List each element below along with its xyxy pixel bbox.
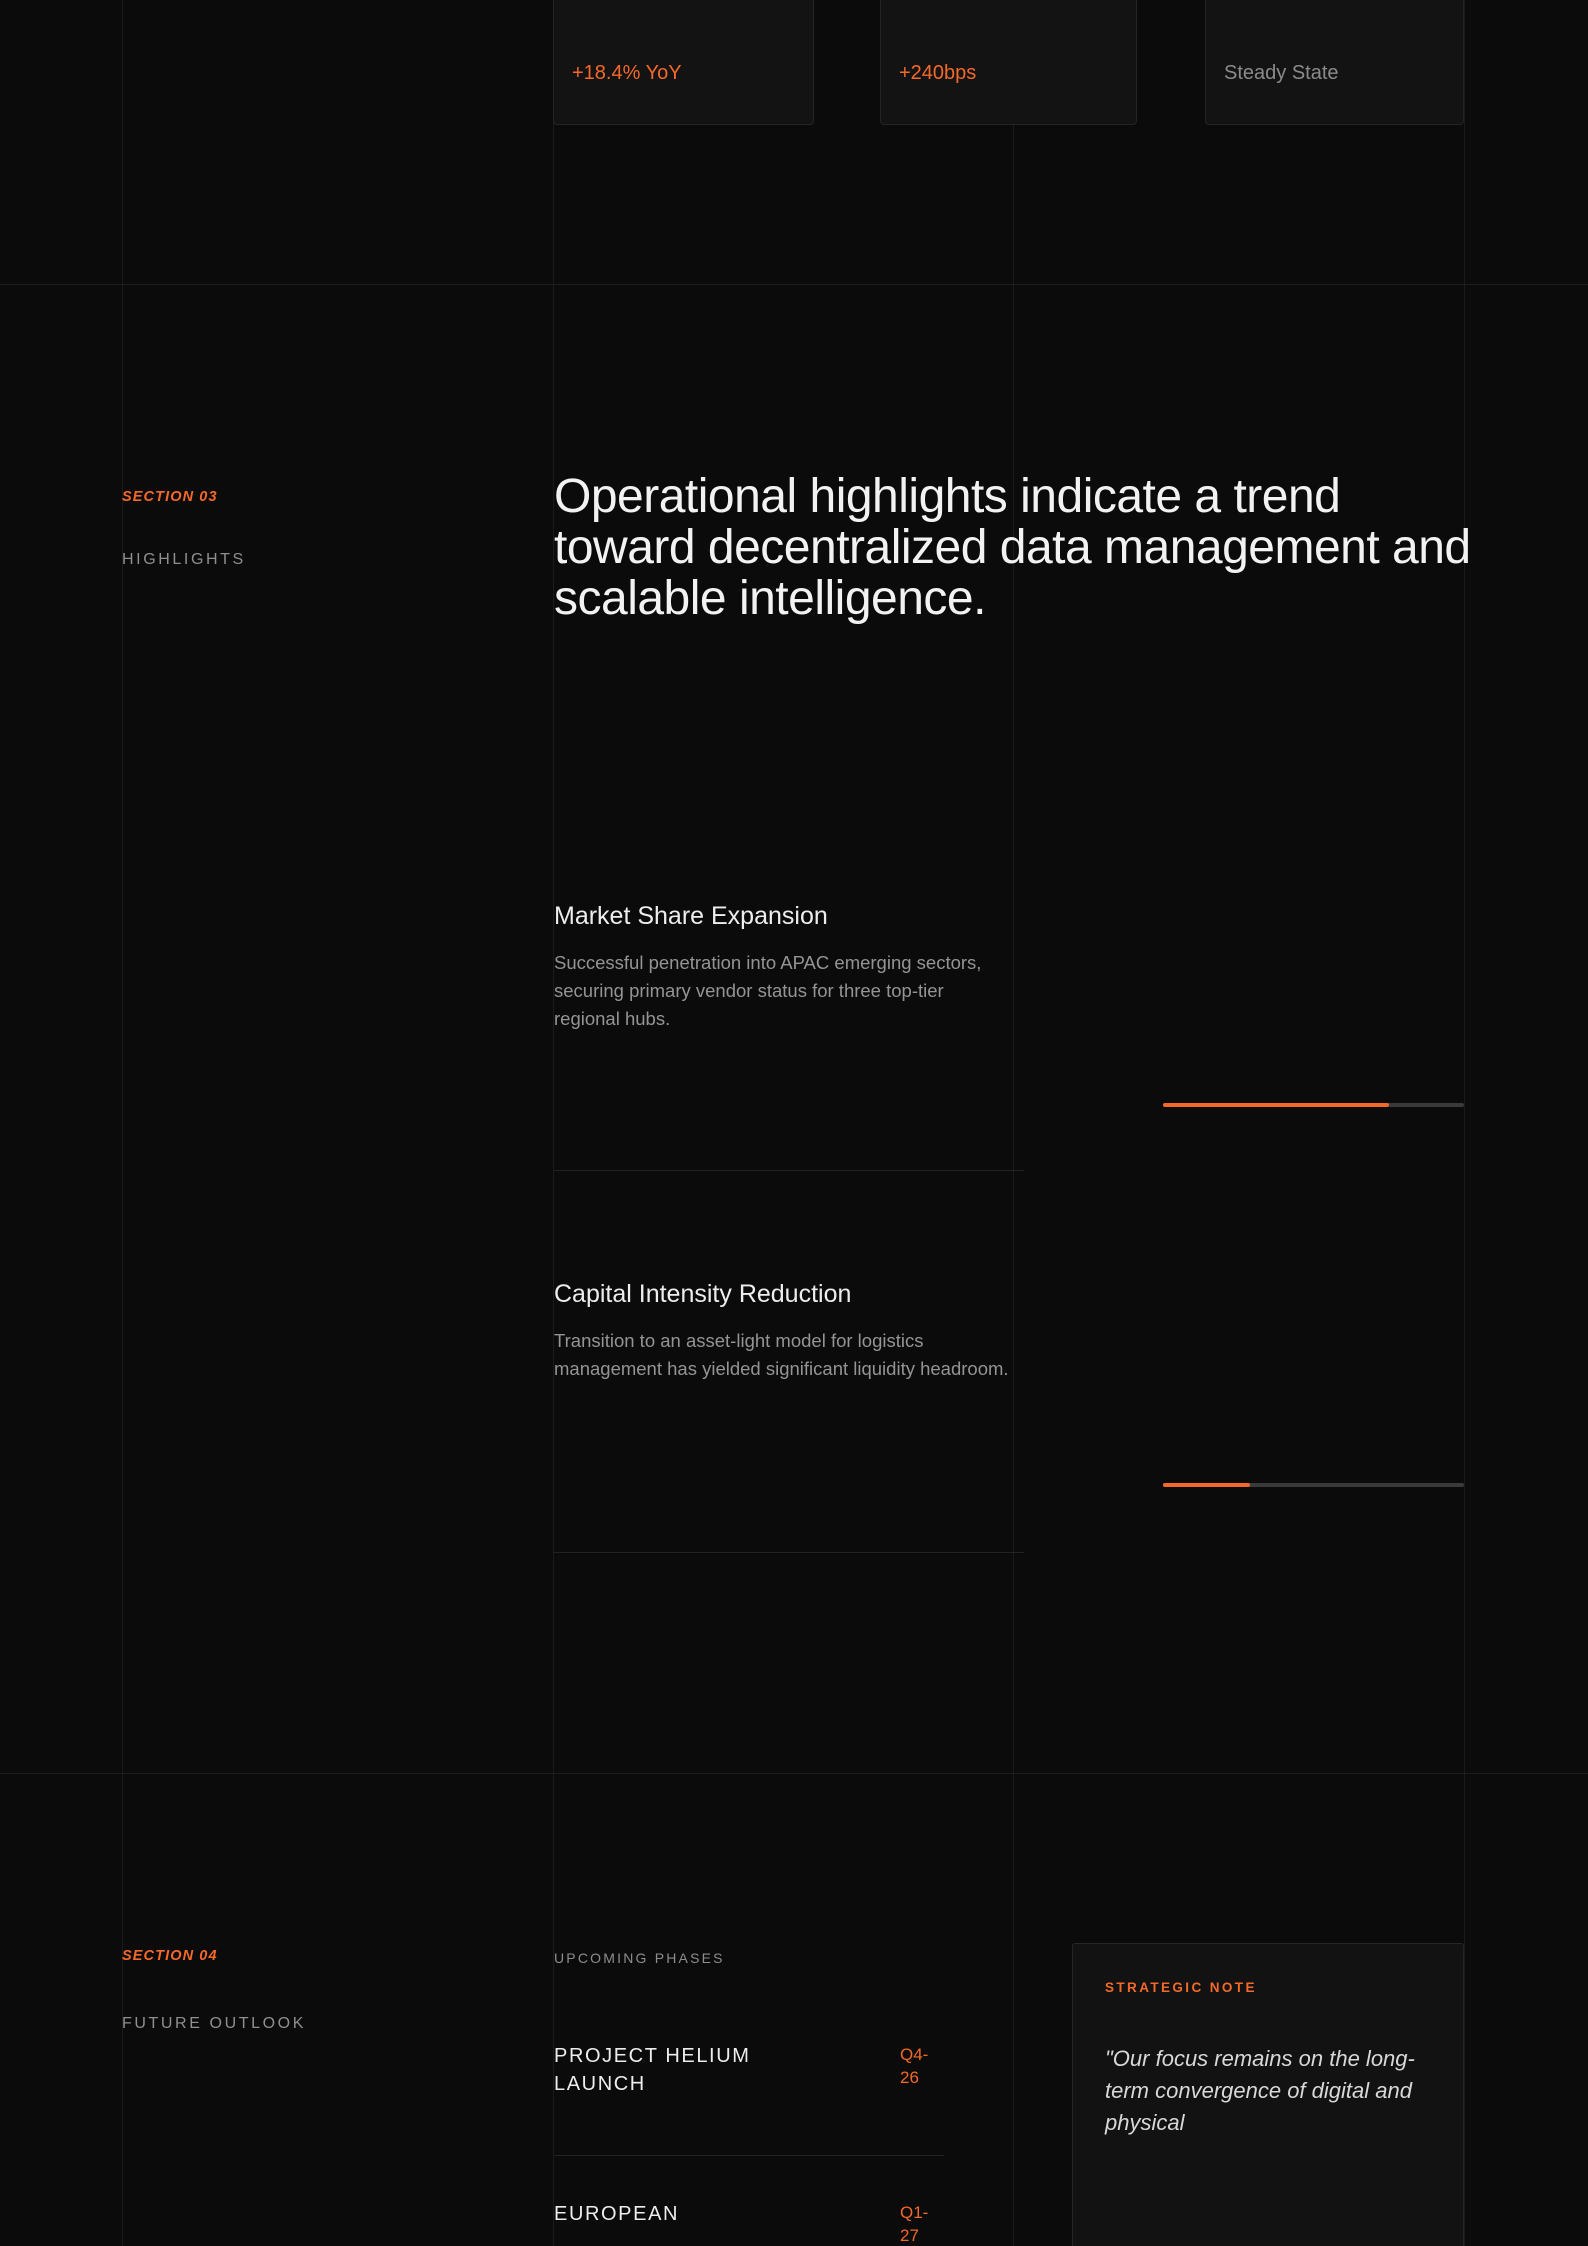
highlight-title: Capital Intensity Reduction	[554, 1280, 852, 1308]
phase-name: EUROPEAN	[554, 2203, 680, 2225]
upcoming-phases-label: UPCOMING PHASES	[554, 1950, 725, 1966]
phase-divider	[554, 2155, 944, 2156]
highlight-description: Successful penetration into APAC emerging sectors, securing primary vendor status for three top-tier regional hubs.	[554, 952, 982, 1030]
section-04-name: FUTURE OUTLOOK	[122, 2015, 306, 2032]
phase-name: PROJECT HELIUM LAUNCH	[554, 2045, 751, 2095]
section-03-name: HIGHLIGHTS	[122, 551, 246, 568]
highlight-item	[554, 902, 1014, 1033]
highlight-divider	[553, 1552, 1024, 1553]
grid-line-horizontal	[0, 284, 1588, 285]
phase-date: Q4-26	[900, 2045, 929, 2087]
metric-value: Steady State	[1224, 62, 1339, 84]
section-04-label: SECTION 04	[122, 1948, 218, 1964]
highlight-title: Market Share Expansion	[554, 902, 828, 930]
grid-line-vertical	[1013, 0, 1014, 2246]
highlight-progress-bar	[1163, 1103, 1464, 1107]
grid-line-vertical	[1464, 0, 1465, 2246]
phase-date: Q1-27	[900, 2203, 929, 2245]
section-03-label: SECTION 03	[122, 489, 218, 505]
metric-value: +240bps	[899, 62, 977, 84]
highlight-progress-bar	[1163, 1483, 1464, 1487]
highlight-divider	[553, 1170, 1024, 1171]
grid-line-vertical	[553, 0, 554, 2246]
highlight-item	[554, 1280, 1014, 1383]
metric-card	[553, 0, 814, 125]
highlight-progress-fill	[1163, 1103, 1389, 1107]
strategic-note-label: STRATEGIC NOTE	[1105, 1980, 1257, 1995]
highlight-description: Transition to an asset-light model for logistics management has yielded significant liquidity headroom.	[554, 1330, 1009, 1380]
metric-value: +18.4% YoY	[572, 62, 682, 84]
strategic-note-card	[1072, 1943, 1464, 2246]
metric-card	[1205, 0, 1464, 125]
phase-row[interactable]	[554, 2042, 944, 2098]
metric-card	[880, 0, 1137, 125]
grid-line-vertical	[122, 0, 123, 2246]
strategic-note-quote: "Our focus remains on the long-term convergence of digital and physical	[1105, 2046, 1415, 2136]
metric-card-row	[0, 0, 1588, 128]
highlight-progress-fill	[1163, 1483, 1250, 1487]
section-03-headline: Operational highlights indicate a trend toward decentralized data management and scalable intelligence.	[554, 470, 1471, 625]
grid-line-horizontal	[0, 1773, 1588, 1774]
phase-row[interactable]	[554, 2200, 944, 2245]
